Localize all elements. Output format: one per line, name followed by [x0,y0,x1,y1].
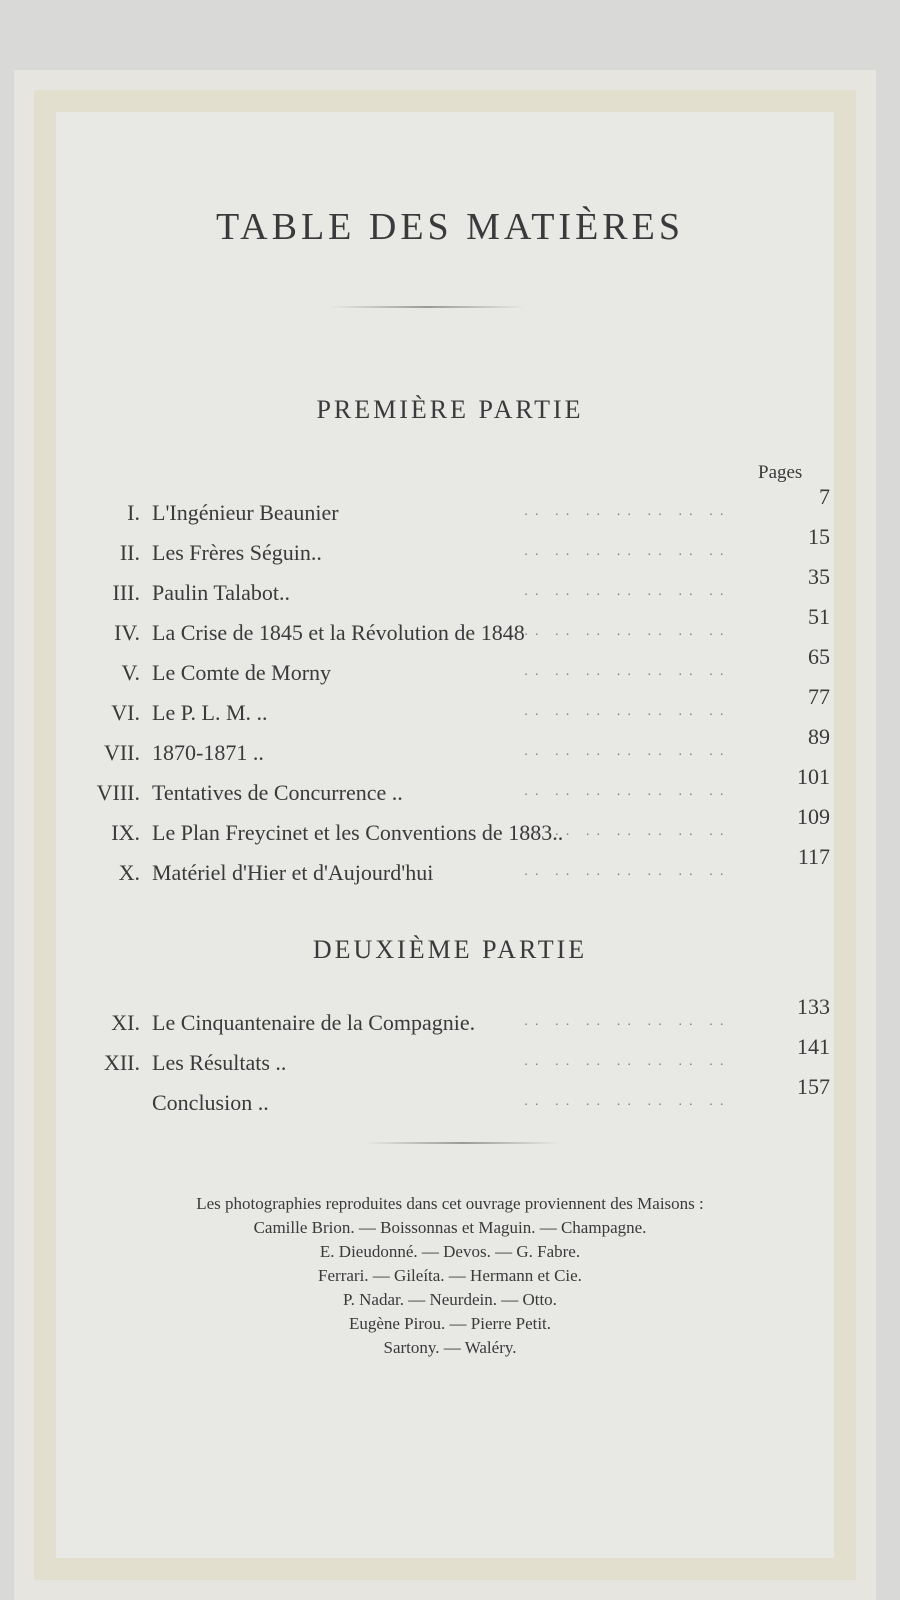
chapter-title: L'Ingénieur Beaunier [152,500,339,525]
chapter-number: X. [118,860,140,885]
page-number: 7 [819,484,830,509]
chapter-number: V. [121,660,140,685]
leader-dots: ·· ·· ·· ·· ·· ·· ·· [523,628,730,643]
chapter-number: XII. [103,1050,140,1075]
page-title: TABLE DES MATIÈRES [216,206,684,248]
page-number: 89 [808,724,830,749]
toc-entry [60,644,830,694]
chapter-number: III. [112,580,140,605]
chapter-title: Matériel d'Hier et d'Aujourd'hui [152,860,434,885]
chapter-number: VI. [111,700,140,725]
toc-entry [60,524,830,574]
leader-dots: ·· ·· ·· ·· ·· ·· ·· [523,1098,730,1113]
toc-entry [60,484,830,534]
leader-dots: ·· ·· ·· ·· ·· ·· ·· [523,508,730,523]
toc-entry [60,724,830,774]
chapter-title: Le Cinquantenaire de la Compagnie. [152,1010,476,1035]
toc-entry [60,844,830,894]
chapter-title: 1870-1871 .. [152,740,264,765]
credits-intro: Les photographies reproduites dans cet ouvrage proviennent des Maisons : [196,1194,704,1213]
page-number: 157 [797,1074,830,1099]
part-two-heading: DEUXIÈME PARTIE [312,935,588,964]
part-one-heading: PREMIÈRE PARTIE [316,395,584,424]
toc-entry [60,684,830,734]
chapter-title: Tentatives de Concurrence .. [152,780,403,805]
chapter-title: Les Frères Séguin.. [152,540,322,565]
chapter-number: I. [127,500,140,525]
leader-dots: ·· ·· ·· ·· ·· ·· ·· [523,788,730,803]
ornament-divider [365,1142,560,1144]
chapter-title: Conclusion .. [152,1090,269,1115]
credits-line: P. Nadar. — Neurdein. — Otto. [343,1290,557,1309]
credits-line: Camille Brion. — Boissonnas et Maguin. — Champagne. [253,1218,647,1237]
leader-dots: ·· ·· ·· ·· ·· ·· ·· [523,828,730,843]
chapter-title: La Crise de 1845 et la Révolution de 1848 [152,620,525,645]
leader-dots: ·· ·· ·· ·· ·· ·· ·· [523,868,730,883]
leader-dots: ·· ·· ·· ·· ·· ·· ·· [523,588,730,603]
toc-entry [60,564,830,614]
chapter-title: Les Résultats .. [152,1050,287,1075]
page-number: 117 [797,844,830,869]
chapter-title: Paulin Talabot.. [152,580,290,605]
chapter-title: Le Plan Freycinet et les Conventions de 1883.. [152,820,564,845]
toc-entry [60,764,830,814]
pages-column-label: Pages [758,462,803,483]
page-number: 77 [808,684,830,709]
page-number: 35 [808,564,830,589]
leader-dots: ·· ·· ·· ·· ·· ·· ·· [523,1058,730,1073]
toc-entry [60,604,830,654]
chapter-number: IX. [111,820,140,845]
leader-dots: ·· ·· ·· ·· ·· ·· ·· [523,548,730,563]
toc-entry [60,1034,830,1084]
page-number: 15 [808,524,830,549]
chapter-number: VII. [103,740,140,765]
credits-line: E. Dieudonné. — Devos. — G. Fabre. [319,1242,581,1261]
ornament-divider [330,306,525,308]
toc-entry [60,1074,830,1124]
toc-entry [60,804,830,854]
leader-dots: ·· ·· ·· ·· ·· ·· ·· [523,708,730,723]
chapter-title: Le Comte de Morny [152,660,332,685]
page-number: 109 [797,804,830,829]
chapter-number: VIII. [96,780,140,805]
page-number: 133 [797,994,830,1019]
chapter-title: Le P. L. M. .. [152,700,268,725]
page-number: 101 [797,764,830,789]
credits-line: Ferrari. — Gileíta. — Hermann et Cie. [318,1266,582,1285]
credits-line: Sartony. — Waléry. [383,1338,517,1357]
credits-line: Eugène Pirou. — Pierre Petit. [348,1314,552,1333]
page-number: 51 [808,604,830,629]
chapter-number: IV. [114,620,140,645]
leader-dots: ·· ·· ·· ·· ·· ·· ·· [523,1018,730,1033]
leader-dots: ·· ·· ·· ·· ·· ·· ·· [523,668,730,683]
chapter-number: II. [119,540,140,565]
toc-entry [60,994,830,1044]
page-number: 141 [797,1034,830,1059]
leader-dots: ·· ·· ·· ·· ·· ·· ·· [523,748,730,763]
page-number: 65 [808,644,830,669]
chapter-number: XI. [111,1010,140,1035]
photo-credits [0,1192,900,1360]
